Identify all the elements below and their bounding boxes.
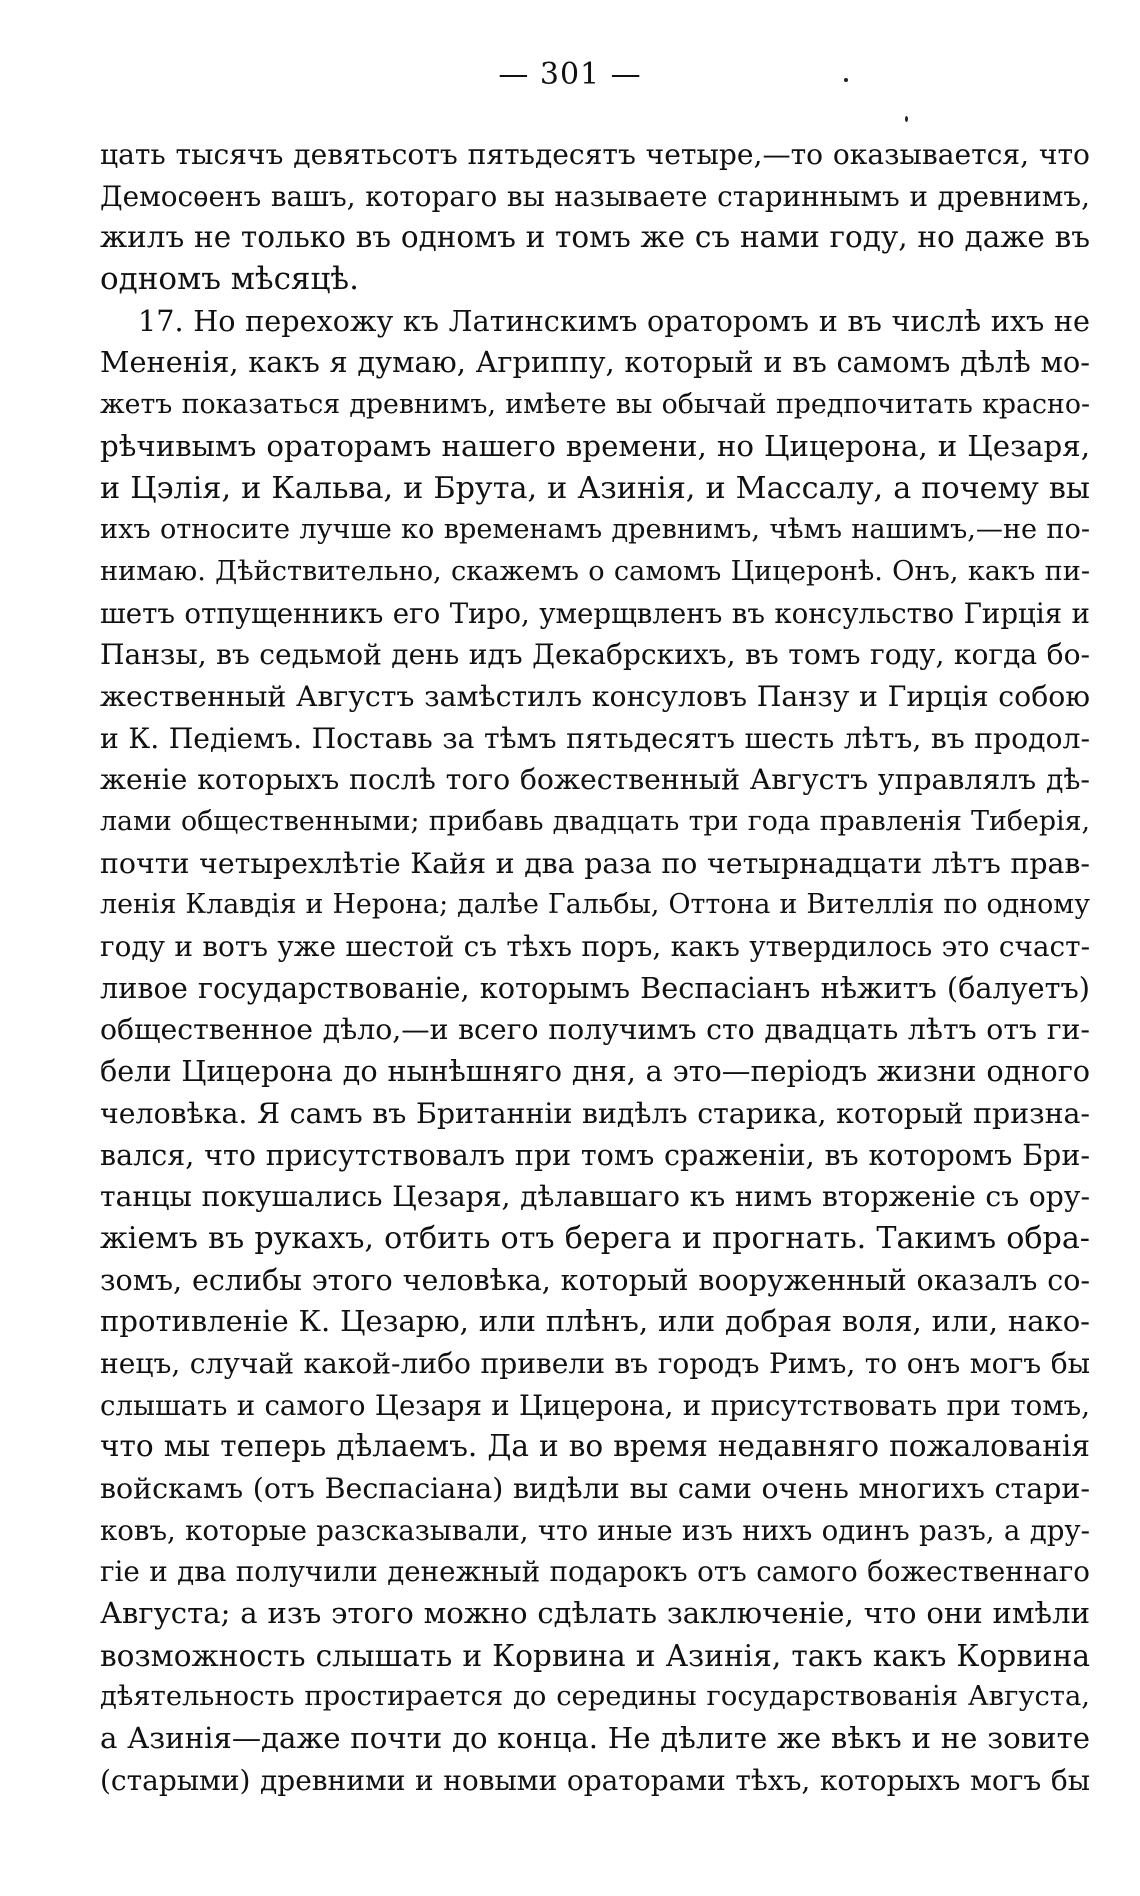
text-line: шетъ отпущенникъ его Тиро, умерщвленъ въ консульство Гирція и xyxy=(100,596,1090,630)
text-line: и Цэлія, и Кальва, и Брута, и Азинія, и Массалу, а почему вы xyxy=(100,470,1090,506)
text-line: Демосѳенъ вашъ, котораго вы называете стариннымъ и древнимъ, xyxy=(100,179,1090,213)
text-line: бели Цицерона до нынѣшняго дня, а это—періодъ жизни одного xyxy=(100,1054,1090,1089)
text-line: ихъ относите лучше ко временамъ древнимъ, чѣмъ нашимъ,—не по- xyxy=(100,514,1090,546)
text-line: Мененія, какъ я думаю, Агриппу, который и въ самомъ дѣлѣ мо- xyxy=(100,345,1090,380)
text-line: танцы покушались Цезаря, дѣлавшаго къ нимъ вторженіе съ ору- xyxy=(100,1180,1090,1214)
text-line: Панзы, въ седьмой день идъ Декабрскихъ, въ томъ году, когда бо- xyxy=(100,638,1090,672)
text-line: жіемъ въ рукахъ, отбить отъ берега и прогнать. Такимъ обра- xyxy=(100,1220,1090,1256)
text-line: человѣка. Я самъ въ Британніи видѣлъ старика, который призна- xyxy=(100,1096,1090,1130)
text-line: (старыми) древними и новыми ораторами тѣхъ, которыхъ могъ бы xyxy=(100,1763,1090,1797)
text-line: ленія Клавдія и Нерона; далѣе Гальбы, Оттона и Вителлія по одному xyxy=(100,889,1090,921)
text-line: женіе которыхъ послѣ того божественный Августъ управлялъ дѣ- xyxy=(100,763,1090,797)
text-line: лами общественными; прибавь двадцать три года правленія Тиберія, xyxy=(100,806,1090,837)
text-line: слышать и самого Цезаря и Цицерона, и присутствовать при томъ, xyxy=(100,1388,1090,1422)
page-number: — 301 — xyxy=(498,57,642,92)
text-line: зомъ, еслибы этого человѣка, который вооруженный оказалъ со- xyxy=(100,1263,1090,1297)
text-line: и К. Педіемъ. Поставь за тѣмъ пятьдесятъ шесть лѣтъ, въ продол- xyxy=(100,721,1090,755)
text-line: жилъ не только въ одномъ и томъ же съ нами году, но даже въ xyxy=(100,220,1090,255)
paragraph-start-line: 17. Но перехожу къ Латинскимъ ораторомъ и въ числѣ ихъ не xyxy=(138,303,1090,338)
text-line: одномъ мѣсяцѣ. xyxy=(100,261,359,298)
text-line: жественный Августъ замѣстилъ консуловъ Панзу и Гирція собою xyxy=(100,679,1090,713)
text-line: рѣчивымъ ораторамъ нашего времени, но Цицерона, и Цезаря, xyxy=(100,428,1090,463)
print-speck xyxy=(844,78,848,82)
text-line: гіе и два получили денежный подарокъ отъ самого божественнаго xyxy=(100,1555,1090,1589)
text-line: войскамъ (отъ Веспасіана) видѣли вы сами очень многихъ стари- xyxy=(100,1472,1090,1505)
text-line: вался, что присутствовалъ при томъ сраженіи, въ которомъ Бри- xyxy=(100,1137,1090,1172)
text-line: противленіе К. Цезарю, или плѣнъ, или добрая воля, или, нако- xyxy=(100,1304,1090,1339)
text-line: жетъ показаться древнимъ, имѣете вы обычай предпочитать красно- xyxy=(100,389,1090,421)
text-line: нимаю. Дѣйствительно, скажемъ о самомъ Цицеронѣ. Онъ, какъ пи- xyxy=(100,555,1090,587)
body-text xyxy=(100,134,1090,1802)
text-line: цать тысячъ девятьсотъ пятьдесятъ четыре,—то оказывается, что xyxy=(100,138,1090,171)
text-line: году и вотъ уже шестой съ тѣхъ поръ, какъ утвердилось это счаст- xyxy=(100,930,1090,964)
text-line: ковъ, которые разсказывали, что иные изъ нихъ одинъ разъ, а дру- xyxy=(100,1513,1090,1547)
text-line: что мы теперь дѣлаемъ. Да и во время недавняго пожалованія xyxy=(100,1429,1090,1464)
text-line: возможность слышать и Корвина и Азинія, такъ какъ Корвина xyxy=(100,1637,1090,1673)
text-line: а Азинія—даже почти до конца. Не дѣлите же вѣкъ и не зовите xyxy=(100,1721,1090,1756)
text-line: общественное дѣло,—и всего получимъ сто двадцать лѣтъ отъ ги- xyxy=(100,1013,1090,1047)
text-line: почти четырехлѣтіе Кайя и два раза по четырнадцати лѣтъ прав- xyxy=(100,846,1090,880)
text-line: ливое государствованіе, которымъ Веспасіанъ нѣжитъ (балуетъ) xyxy=(100,970,1090,1005)
text-line: Августа; а изъ этого можно сдѣлать заключеніе, что они имѣли xyxy=(100,1596,1090,1631)
print-speck xyxy=(905,116,908,122)
text-line: дѣятельность простирается до середины государствованія Августа, xyxy=(100,1681,1090,1713)
text-line: нецъ, случай какой-либо привели въ городъ Римъ, то онъ могъ бы xyxy=(100,1346,1090,1380)
